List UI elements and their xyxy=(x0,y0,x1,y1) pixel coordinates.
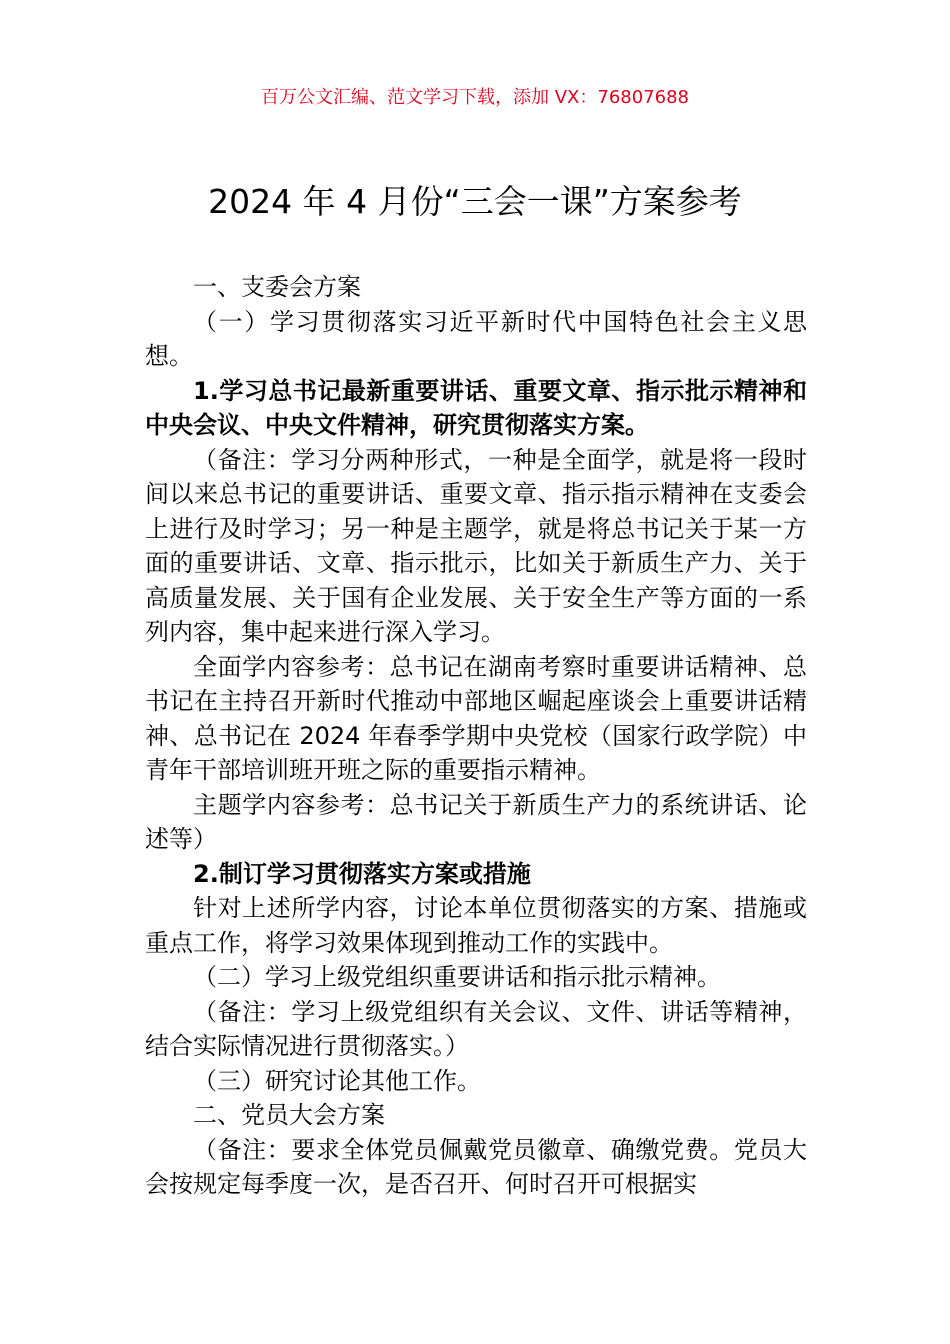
paragraph: 二、党员大会方案 xyxy=(193,1101,385,1129)
paragraph: （三）研究讨论其他工作。 xyxy=(193,1066,481,1095)
paragraph: （一）学习贯彻落实习近平新时代中国特色社会主义思想。 xyxy=(145,307,807,370)
paragraph: （二）学习上级党组织重要讲话和指示批示精神。 xyxy=(193,963,721,991)
paragraph: （备注：学习分两种形式，一种是全面学，就是将一段时间以来总书记的重要讲话、重要文章、指示指示精神在支委会上进行及时学习；另一种是主题学，就是将总书记关于某一方面的重要讲话、文章、指示批示，比如关于新质生产力、关于高质量发展、关于国有企业发展、关于安全生产等方面的一系列内容，集中起来进行深入学习。 xyxy=(145,445,807,646)
paragraph: （备注：学习上级党组织有关会议、文件、讲话等精神，结合实际情况进行贯彻落实。） xyxy=(145,997,807,1060)
bold-heading-paragraph: 1.学习总书记最新重要讲话、重要文章、指示批示精神和中央会议、中央文件精神，研究贯彻落实方案。 xyxy=(145,376,807,439)
document-title: 2024 年 4 月份“三会一课”方案参考 xyxy=(208,182,742,221)
paragraph: 针对上述所学内容，讨论本单位贯彻落实的方案、措施或重点工作，将学习效果体现到推动工作的实践中。 xyxy=(145,894,807,957)
paragraph: （备注：要求全体党员佩戴党员徽章、确缴党费。党员大会按规定每季度一次，是否召开、何时召开可根据实 xyxy=(145,1135,807,1198)
document-body xyxy=(145,270,807,1202)
bold-heading-paragraph: 2.制订学习贯彻落实方案或措施 xyxy=(193,859,531,888)
paragraph: 主题学内容参考：总书记关于新质生产力的系统讲话、论述等） xyxy=(145,790,807,853)
paragraph: 全面学内容参考：总书记在湖南考察时重要讲话精神、总书记在主持召开新时代推动中部地区崛起座谈会上重要讲话精神、总书记在 2024 年春季学期中央党校（国家行政学院）中青年干部培训班开班之际的重要指示精神。 xyxy=(145,652,807,784)
header-watermark-note: 百万公文汇编、范文学习下载，添加 VX：76807688 xyxy=(261,87,689,108)
paragraph: 一、支委会方案 xyxy=(193,273,361,301)
